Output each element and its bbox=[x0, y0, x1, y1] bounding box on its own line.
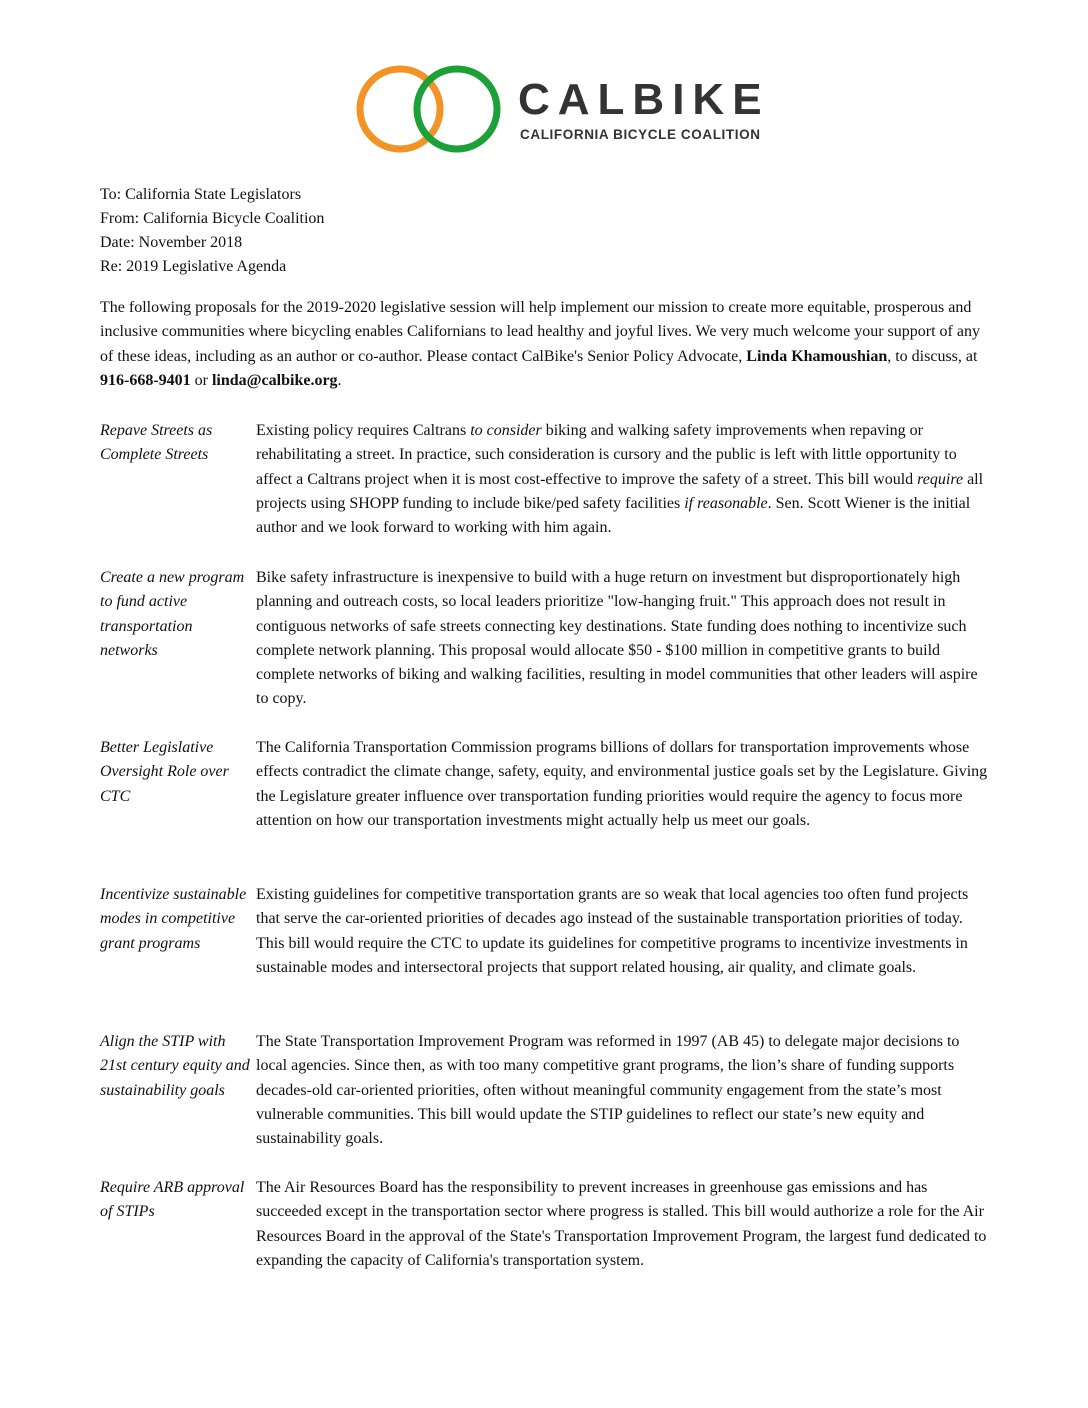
intro-or: or bbox=[194, 371, 208, 389]
calbike-logo bbox=[354, 64, 774, 160]
proposal-body: The California Transportation Commission programs billions of dollars for transportation improvements whose effects contradict the climate change, safety, equity, and environmental justice goals set by the Legislature. Giving the Legislature greater influence over transportation funding priorities would require the agency to focus more attention on how our transportation investments might actually help us meet our goals. bbox=[256, 739, 988, 829]
memo-to: To: California State Legislators bbox=[100, 186, 302, 203]
green-ring bbox=[417, 69, 497, 149]
body-emphasis: require bbox=[917, 470, 964, 488]
intro-text: The following proposals for the 2019-2020 legislative session will help implement our mission to create more equitable, prosperous and inclusive communities where bicycling enables Californians to lead healthy and joyful lives. We very much welcome your support of any of these ideas, including as an author or co-author. Please contact CalBike's Senior Policy Advocate, bbox=[100, 299, 980, 365]
proposal-body: The Air Resources Board has the responsibility to prevent increases in greenhouse gas emissions and has succeeded except in the transportation sector where progress is stalled. This bill would authorize a role for the Air Resources Board in the approval of the State's Transportation Improvement Program, the largest fund dedicated to expanding the capacity of California's transportation system. bbox=[256, 1179, 987, 1269]
proposal-title: Align the STIP with 21st century equity and sustainability goals bbox=[100, 1033, 250, 1099]
proposal-title: Incentivize sustainable modes in competitive grant programs bbox=[100, 886, 247, 952]
proposal-body: Existing guidelines for competitive transportation grants are so weak that local agencies too often fund projects that serve the car-oriented priorities of decades ago instead of the sustainable transportation priorities of today. This bill would require the CTC to update its guidelines for competitive programs to incentivize investments in sustainable modes and intersectoral projects that support related housing, air quality, and climate goals. bbox=[256, 886, 969, 976]
contact-phone: 916-668-9401 bbox=[100, 371, 191, 389]
intro-paragraph bbox=[100, 296, 990, 393]
proposal-title: Create a new program to fund active transportation networks bbox=[100, 569, 245, 659]
intro-end: . bbox=[337, 371, 342, 389]
proposal-title: Repave Streets as Complete Streets bbox=[100, 422, 213, 464]
memo-date: Date: November 2018 bbox=[100, 234, 243, 251]
contact-email: linda@calbike.org bbox=[211, 371, 338, 389]
proposal-title: Better Legislative Oversight Role over CTC bbox=[100, 739, 229, 805]
logo-name: CALBIKE bbox=[518, 75, 770, 124]
memo-re: Re: 2019 Legislative Agenda bbox=[100, 258, 287, 275]
proposal-title: Require ARB approval of STIPs bbox=[100, 1179, 245, 1221]
logo-tagline: CALIFORNIA BICYCLE COALITION bbox=[520, 127, 761, 142]
body-emphasis: to consider bbox=[470, 422, 542, 439]
memo-header bbox=[100, 183, 324, 279]
proposal-body: The State Transportation Improvement Program was reformed in 1997 (AB 45) to delegate major decisions to local agencies. Since then, as with too many competitive grant programs, the lion’s share of funding supports decades-old car-oriented priorities, often without meaningful community engagement from the state’s most vulnerable communities. This bill would update the STIP guidelines to reflect our state’s new equity and sustainability goals. bbox=[256, 1033, 960, 1148]
contact-name: Linda Khamoushian bbox=[746, 347, 888, 365]
interlocking-rings-icon bbox=[354, 64, 504, 160]
intro-to-discuss: , to discuss, at bbox=[887, 347, 978, 365]
proposal-body bbox=[256, 419, 990, 540]
body-text: . Sen. Scott Wiener is the initial author and we look forward to working with him again. bbox=[256, 494, 971, 537]
body-text: Existing policy requires Caltrans bbox=[256, 422, 467, 439]
proposal-body: Bike safety infrastructure is inexpensive to build with a huge return on investment but disproportionately high planning and outreach costs, so local leaders prioritize "low-hanging fruit." This approach does not result in contiguous networks of safe streets connecting key destinations. State funding does nothing to incentivize such complete network planning. This proposal would allocate $50 - $100 million in competitive grants to build complete networks of biking and walking facilities, resulting in model communities that other leaders will aspire to copy. bbox=[256, 569, 978, 708]
body-emphasis: if reasonable bbox=[684, 494, 768, 512]
memo-from: From: California Bicycle Coalition bbox=[100, 210, 325, 227]
body-text: biking and walking safety improvements when repaving or rehabilitating a street. In practice, such consideration is cursory and the public is left with little opportunity to affect a Caltrans project when it is most cost-effective to improve the safety of a street. This bill would bbox=[256, 422, 957, 488]
body-text: all projects using SHOPP funding to include bike/ped safety facilities bbox=[256, 470, 984, 512]
